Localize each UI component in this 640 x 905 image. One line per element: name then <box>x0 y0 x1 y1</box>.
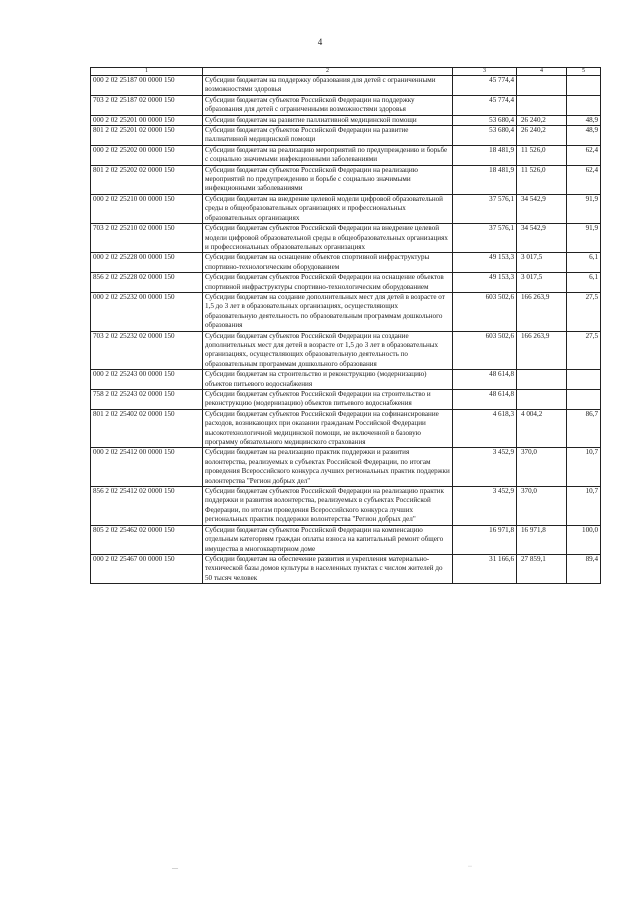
table-row <box>91 331 601 370</box>
page-number: 4 <box>317 37 323 47</box>
column-number: 5 <box>567 68 601 76</box>
budget-code-cell: 801 2 02 25402 02 0000 150 <box>91 409 203 448</box>
executed-amount-cell: 34 542,9 <box>517 224 567 253</box>
description-cell: Субсидии бюджетам субъектов Российской Федерации на софинансирование расходов, возникающих при оказании гражданам Российской Федерации высокотехнологичной медицинской помощи, не включенной в базовую программу обязательного медицинского страхования <box>203 409 453 448</box>
execution-percent-cell: 91,9 <box>567 224 601 253</box>
execution-percent-cell: 48,9 <box>567 126 601 146</box>
table-row <box>91 253 601 273</box>
table-row <box>91 76 601 96</box>
approved-amount-cell: 4 618,3 <box>453 409 517 448</box>
executed-amount-cell: 26 240,2 <box>517 126 567 146</box>
table-row <box>91 194 601 223</box>
column-number: 2 <box>203 68 453 76</box>
executed-amount-cell: 370,0 <box>517 448 567 487</box>
executed-amount-cell: 370,0 <box>517 487 567 526</box>
execution-percent-cell: 10,7 <box>567 448 601 487</box>
approved-amount-cell: 3 452,9 <box>453 487 517 526</box>
budget-code-cell: 000 2 02 25467 00 0000 150 <box>91 554 203 583</box>
approved-amount-cell: 603 502,6 <box>453 331 517 370</box>
approved-amount-cell: 3 452,9 <box>453 448 517 487</box>
approved-amount-cell: 16 971,8 <box>453 525 517 554</box>
execution-percent-cell: 89,4 <box>567 554 601 583</box>
description-cell: Субсидии бюджетам на обеспечение развития и укрепления материально-технической базы домов культуры в населенных пунктах с числом жителей до 50 тысяч человек <box>203 554 453 583</box>
budget-code-cell: 801 2 02 25202 02 0000 150 <box>91 165 203 194</box>
approved-amount-cell: 31 166,6 <box>453 554 517 583</box>
table-row <box>91 165 601 194</box>
budget-code-cell: 000 2 02 25187 00 0000 150 <box>91 76 203 96</box>
executed-amount-cell: 4 004,2 <box>517 409 567 448</box>
approved-amount-cell: 45 774,4 <box>453 95 517 115</box>
table-row <box>91 487 601 526</box>
table-row <box>91 370 601 390</box>
execution-percent-cell <box>567 370 601 390</box>
execution-percent-cell: 27,5 <box>567 292 601 331</box>
description-cell: Субсидии бюджетам на поддержку образования для детей с ограниченными возможностями здоровья <box>203 76 453 96</box>
budget-code-cell: 801 2 02 25201 02 0000 150 <box>91 126 203 146</box>
execution-percent-cell: 27,5 <box>567 331 601 370</box>
approved-amount-cell: 49 153,3 <box>453 253 517 273</box>
execution-percent-cell: 6,1 <box>567 253 601 273</box>
budget-code-cell: 000 2 02 25232 00 0000 150 <box>91 292 203 331</box>
column-number: 4 <box>517 68 567 76</box>
executed-amount-cell: 11 526,0 <box>517 145 567 165</box>
executed-amount-cell: 3 017,5 <box>517 253 567 273</box>
executed-amount-cell: 27 859,1 <box>517 554 567 583</box>
approved-amount-cell: 53 680,4 <box>453 126 517 146</box>
execution-percent-cell <box>567 95 601 115</box>
description-cell: Субсидии бюджетам субъектов Российской Федерации на реализацию практик поддержки и развития волонтерства, реализуемых в субъектах Российской Федерации, по итогам проведения Всероссийского конкурса лучших региональных практик поддержки волонтерства "Регион добрых дел" <box>203 487 453 526</box>
table-row <box>91 554 601 583</box>
budget-code-cell: 000 2 02 25412 00 0000 150 <box>91 448 203 487</box>
approved-amount-cell: 45 774,4 <box>453 76 517 96</box>
approved-amount-cell: 37 576,1 <box>453 224 517 253</box>
executed-amount-cell <box>517 95 567 115</box>
executed-amount-cell: 3 017,5 <box>517 273 567 293</box>
executed-amount-cell: 166 263,9 <box>517 331 567 370</box>
budget-code-cell: 856 2 02 25228 02 0000 150 <box>91 273 203 293</box>
execution-percent-cell <box>567 76 601 96</box>
approved-amount-cell: 603 502,6 <box>453 292 517 331</box>
table-row <box>91 126 601 146</box>
description-cell: Субсидии бюджетам на оснащение объектов спортивной инфраструктуры спортивно-технологическим оборудованием <box>203 253 453 273</box>
approved-amount-cell: 18 481,9 <box>453 145 517 165</box>
approved-amount-cell: 37 576,1 <box>453 194 517 223</box>
approved-amount-cell: 48 614,8 <box>453 370 517 390</box>
approved-amount-cell: 18 481,9 <box>453 165 517 194</box>
scan-mark: ·· <box>468 864 472 870</box>
budget-code-cell: 000 2 02 25228 00 0000 150 <box>91 253 203 273</box>
approved-amount-cell: 49 153,3 <box>453 273 517 293</box>
scan-mark: — <box>172 866 178 872</box>
budget-code-cell: 000 2 02 25243 00 0000 150 <box>91 370 203 390</box>
table-row <box>91 292 601 331</box>
budget-code-cell: 703 2 02 25187 02 0000 150 <box>91 95 203 115</box>
executed-amount-cell: 26 240,2 <box>517 115 567 125</box>
table-row <box>91 224 601 253</box>
budget-code-cell: 805 2 02 25462 02 0000 150 <box>91 525 203 554</box>
execution-percent-cell: 62,4 <box>567 145 601 165</box>
description-cell: Субсидии бюджетам на внедрение целевой модели цифровой образовательной среды в общеобразовательных организациях и профессиональных образовательных организациях <box>203 194 453 223</box>
executed-amount-cell: 166 263,9 <box>517 292 567 331</box>
table-row <box>91 409 601 448</box>
budget-table <box>90 67 601 584</box>
execution-percent-cell: 10,7 <box>567 487 601 526</box>
approved-amount-cell: 53 680,4 <box>453 115 517 125</box>
description-cell: Субсидии бюджетам субъектов Российской Федерации на поддержку образования для детей с ограниченными возможностями здоровья <box>203 95 453 115</box>
table-row <box>91 273 601 293</box>
budget-code-cell: 703 2 02 25210 02 0000 150 <box>91 224 203 253</box>
execution-percent-cell: 100,0 <box>567 525 601 554</box>
description-cell: Субсидии бюджетам на строительство и реконструкцию (модернизацию) объектов питьевого водоснабжения <box>203 370 453 390</box>
description-cell: Субсидии бюджетам субъектов Российской Федерации на развитие паллиативной медицинской помощи <box>203 126 453 146</box>
table-row <box>91 525 601 554</box>
budget-code-cell: 703 2 02 25232 02 0000 150 <box>91 331 203 370</box>
description-cell: Субсидии бюджетам субъектов Российской Федерации на реализацию мероприятий по предупреждению и борьбе с социально значимыми инфекционными заболеваниями <box>203 165 453 194</box>
column-number: 3 <box>453 68 517 76</box>
description-cell: Субсидии бюджетам субъектов Российской Федерации на внедрение целевой модели цифровой образовательной среды в общеобразовательных организациях и профессиональных образовательных организациях <box>203 224 453 253</box>
execution-percent-cell: 62,4 <box>567 165 601 194</box>
description-cell: Субсидии бюджетам на реализацию практик поддержки и развития волонтерства, реализуемых в субъектах Российской Федерации, по итогам проведения Всероссийского конкурса лучших региональных практик поддержки волонтерства "Регион добрых дел" <box>203 448 453 487</box>
description-cell: Субсидии бюджетам на создание дополнительных мест для детей в возрасте от 1,5 до 3 лет в образовательных организациях, осуществляющих образовательную деятельность по образовательным программам дошкольного образования <box>203 292 453 331</box>
description-cell: Субсидии бюджетам субъектов Российской Федерации на оснащение объектов спортивной инфраструктуры спортивно-технологическим оборудованием <box>203 273 453 293</box>
description-cell: Субсидии бюджетам субъектов Российской Федерации на строительство и реконструкцию (модернизацию) объектов питьевого водоснабжения <box>203 390 453 410</box>
executed-amount-cell <box>517 390 567 410</box>
table-row <box>91 390 601 410</box>
column-number-row <box>91 68 601 76</box>
executed-amount-cell: 16 971,8 <box>517 525 567 554</box>
description-cell: Субсидии бюджетам субъектов Российской Федерации на компенсацию отдельным категориям граждан оплаты взноса на капитальный ремонт общего имущества в многоквартирном доме <box>203 525 453 554</box>
budget-code-cell: 000 2 02 25202 00 0000 150 <box>91 145 203 165</box>
approved-amount-cell: 48 614,8 <box>453 390 517 410</box>
execution-percent-cell: 86,7 <box>567 409 601 448</box>
table-row <box>91 448 601 487</box>
table-row <box>91 145 601 165</box>
budget-code-cell: 000 2 02 25210 00 0000 150 <box>91 194 203 223</box>
executed-amount-cell <box>517 370 567 390</box>
executed-amount-cell: 34 542,9 <box>517 194 567 223</box>
execution-percent-cell <box>567 390 601 410</box>
budget-code-cell: 000 2 02 25201 00 0000 150 <box>91 115 203 125</box>
description-cell: Субсидии бюджетам на развитие паллиативной медицинской помощи <box>203 115 453 125</box>
execution-percent-cell: 91,9 <box>567 194 601 223</box>
budget-code-cell: 758 2 02 25243 02 0000 150 <box>91 390 203 410</box>
description-cell: Субсидии бюджетам на реализацию мероприятий по предупреждению и борьбе с социально значимыми инфекционными заболеваниями <box>203 145 453 165</box>
executed-amount-cell: 11 526,0 <box>517 165 567 194</box>
execution-percent-cell: 48,9 <box>567 115 601 125</box>
description-cell: Субсидии бюджетам субъектов Российской Федерации на создание дополнительных мест для детей в возрасте от 1,5 до 3 лет в образовательных организациях, осуществляющих образовательную деятельность по образовательным программам дошкольного образования <box>203 331 453 370</box>
executed-amount-cell <box>517 76 567 96</box>
table-row <box>91 95 601 115</box>
budget-code-cell: 856 2 02 25412 02 0000 150 <box>91 487 203 526</box>
column-number: 1 <box>91 68 203 76</box>
execution-percent-cell: 6,1 <box>567 273 601 293</box>
table-row <box>91 115 601 125</box>
